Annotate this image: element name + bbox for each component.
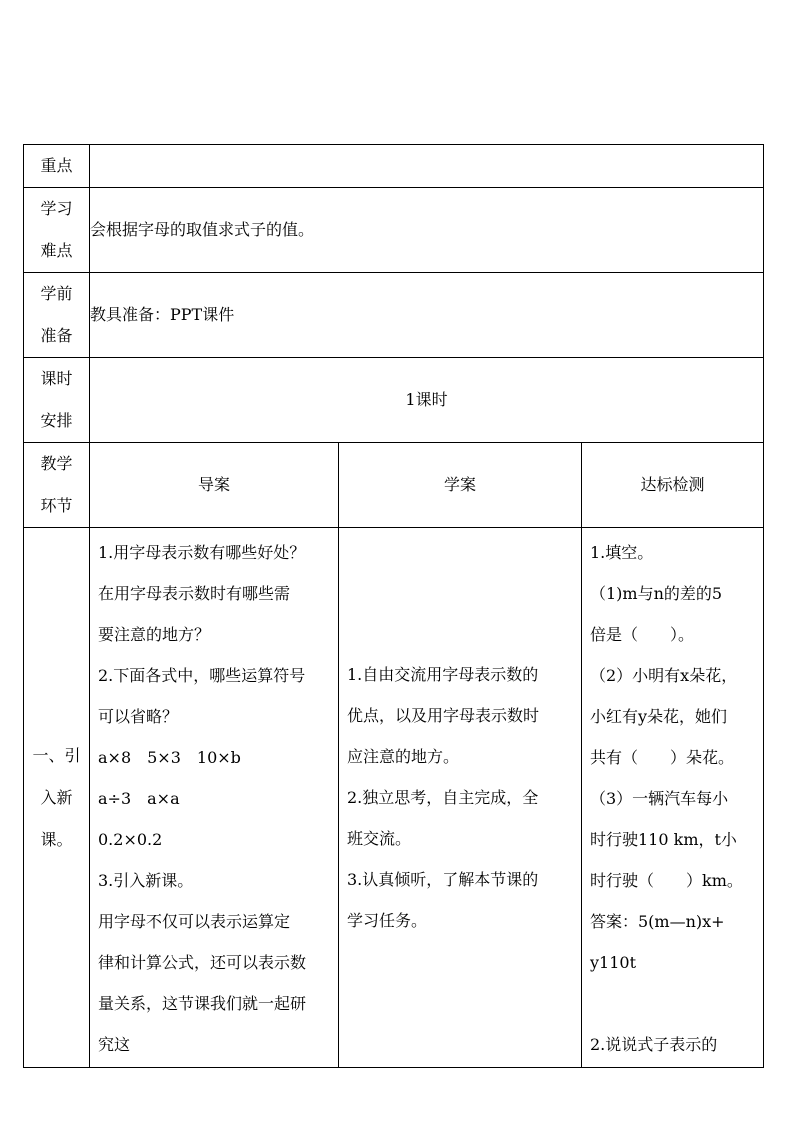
row-stage-header — [24, 443, 764, 528]
check-line — [590, 983, 759, 1024]
schedule-content: 1课时 — [90, 358, 764, 443]
check-line: （2）小明有x朵花， — [590, 666, 738, 685]
col-header-check: 达标检测 — [582, 443, 764, 528]
guide-line: 量关系，这节课我们就一起研 — [98, 994, 307, 1013]
row-prep — [24, 273, 764, 358]
guide-line: 要注意的地方？ — [98, 625, 211, 644]
stage-label-line1: 教学 — [40, 454, 73, 473]
focus-label: 重点 — [24, 145, 90, 188]
study-line: 班交流。 — [347, 829, 412, 848]
row-difficulty — [24, 188, 764, 273]
study-line: 2.独立思考，自主完成，全 — [347, 788, 539, 807]
section1-stage-line: 课。 — [40, 829, 73, 849]
row-section1 — [24, 528, 764, 1068]
prep-label-line1: 学前 — [40, 284, 73, 303]
guide-line: 3.引入新课。 — [98, 871, 194, 890]
row-schedule — [24, 358, 764, 443]
schedule-label-line1: 课时 — [40, 369, 73, 388]
study-line: 3.认真倾听，了解本节课的 — [347, 870, 539, 889]
section1-check — [582, 528, 764, 1068]
difficulty-label — [24, 188, 90, 273]
stage-label-line2: 环节 — [40, 496, 73, 515]
check-line: 小红有y朵花，她们 — [590, 707, 728, 726]
prep-label — [24, 273, 90, 358]
guide-line: 可以省略？ — [98, 707, 179, 726]
prep-label-line2: 准备 — [40, 326, 73, 345]
col-header-guide: 导案 — [90, 443, 339, 528]
stage-label — [24, 443, 90, 528]
check-line: 时行驶（ ）km。 — [590, 871, 743, 890]
difficulty-label-line2: 难点 — [40, 241, 73, 260]
check-line: 答案：5(m—n)x+ — [590, 912, 725, 931]
check-line: 共有（ ）朵花。 — [590, 748, 735, 767]
check-line: （3）一辆汽车每小 — [590, 789, 729, 808]
schedule-label — [24, 358, 90, 443]
check-line: 1.填空。 — [590, 543, 654, 562]
difficulty-content: 会根据字母的取值求式子的值。 — [90, 188, 764, 273]
study-line: 应注意的地方。 — [347, 747, 460, 766]
section1-stage-line: 入新 — [40, 787, 73, 807]
check-line: y110t — [590, 953, 637, 972]
study-line: 优点，以及用字母表示数时 — [347, 706, 540, 725]
guide-line: 用字母不仅可以表示运算定 — [98, 912, 291, 931]
check-line: （1)m与n的差的5 — [590, 584, 723, 603]
guide-line: 1.用字母表示数有哪些好处？ — [98, 543, 306, 562]
guide-line: 2.下面各式中，哪些运算符号 — [98, 666, 306, 685]
section1-study — [339, 528, 582, 1068]
guide-line: a÷3 a×a — [98, 789, 180, 808]
study-line: 学习任务。 — [347, 911, 428, 930]
guide-line: 律和计算公式，还可以表示数 — [98, 953, 307, 972]
section1-stage — [24, 528, 90, 1068]
check-line: 时行驶110 km，t小 — [590, 830, 737, 849]
guide-line: 在用字母表示数时有哪些需 — [98, 584, 291, 603]
study-line: 1.自由交流用字母表示数的 — [347, 665, 539, 684]
row-focus — [24, 145, 764, 188]
guide-line: a×8 5×3 10×b — [98, 748, 241, 767]
prep-content: 教具准备：PPT课件 — [90, 273, 764, 358]
section1-stage-line: 一、引 — [32, 745, 81, 765]
guide-line: 究这 — [98, 1035, 131, 1054]
focus-content — [90, 145, 764, 188]
difficulty-label-line1: 学习 — [40, 199, 73, 218]
lesson-plan-table — [23, 144, 764, 1068]
section1-guide — [90, 528, 339, 1068]
schedule-label-line2: 安排 — [40, 411, 73, 430]
guide-line: 0.2×0.2 — [98, 830, 163, 849]
col-header-study: 学案 — [339, 443, 582, 528]
check-line: 2.说说式子表示的 — [590, 1035, 718, 1054]
check-line: 倍是（ ）。 — [590, 625, 695, 644]
